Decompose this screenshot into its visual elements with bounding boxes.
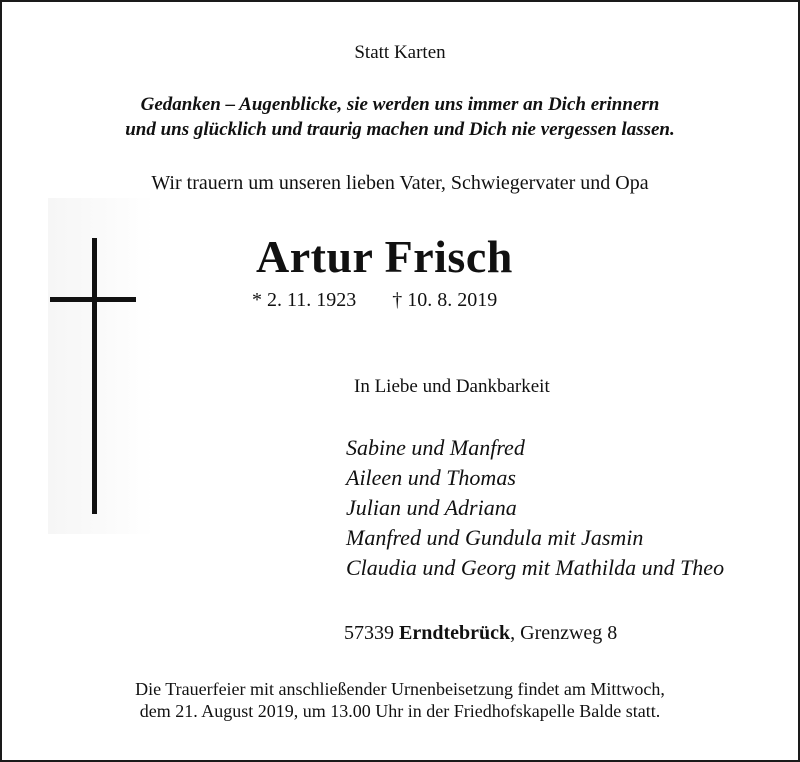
quote-line: Gedanken – Augenblicke, sie werden uns immer an Dich erinnern (140, 94, 660, 115)
header-text: Statt Karten (354, 42, 446, 63)
address-postcode: 57339 (344, 622, 394, 644)
mourner-line: Julian und Adriana (346, 495, 517, 520)
quote-line: und uns glücklich und traurig machen und Dich nie vergessen lassen. (125, 119, 675, 140)
mourner-line: Claudia und Georg mit Mathilda und Theo (346, 555, 725, 580)
funeral-line: dem 21. August 2019, um 13.00 Uhr in der Friedhofskapelle Balde statt. (139, 701, 661, 721)
memorial-quote (2, 92, 798, 142)
cross-horizontal-bar (50, 297, 136, 302)
birth-date: * 2. 11. 1923 (252, 289, 357, 311)
cross-background (48, 198, 154, 534)
address-town: Erndtebrück (399, 622, 511, 644)
mourners-address (344, 622, 617, 645)
mourner-line: Aileen und Thomas (346, 465, 516, 490)
mourner-line: Manfred und Gundula mit Jasmin (346, 525, 644, 550)
mourners-list (346, 433, 724, 583)
closing-phrase: In Liebe und Dankbarkeit (354, 376, 550, 397)
life-dates (252, 289, 497, 312)
deceased-name: Artur Frisch (256, 231, 513, 282)
mourner-line: Sabine und Manfred (346, 435, 525, 460)
address-street: , Grenzweg 8 (510, 622, 618, 644)
funeral-line: Die Trauerfeier mit anschließender Urnenbeisetzung findet am Mittwoch, (135, 679, 665, 699)
cross-vertical-bar (92, 238, 97, 514)
mourning-intro: Wir trauern um unseren lieben Vater, Schwiegervater und Opa (151, 172, 649, 194)
funeral-info (2, 678, 798, 722)
death-date: † 10. 8. 2019 (392, 289, 498, 311)
